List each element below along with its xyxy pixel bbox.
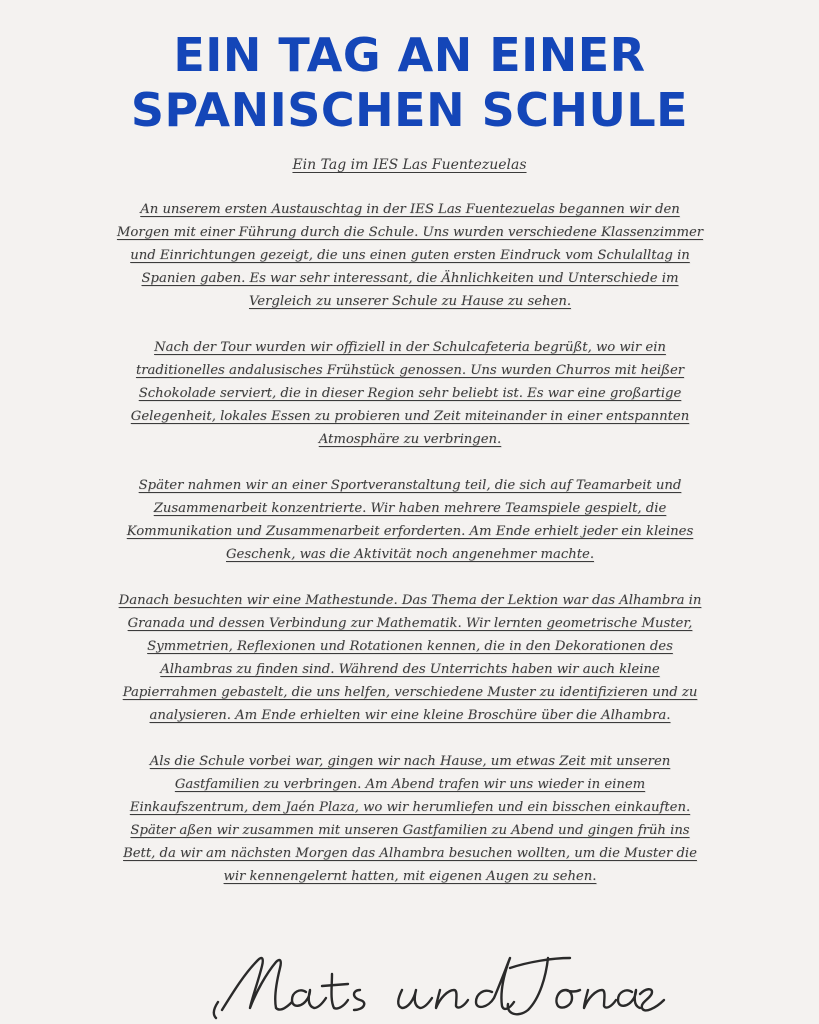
title-line-2: SPANISCHEN SCHULE [130,83,689,137]
paragraph-breakfast: Nach der Tour wurden wir offiziell in der Schulcafeteria begrüßt, wo wir ein traditionelles andalusisches Frühstück genossen. Uns wurden Churros mit heißer Schokolade serviert, die in dieser Region sehr beliebt ist. Es war eine großartige Gelegenheit, lokales Essen zu probieren und Zeit miteinander in einer entspannten Atmosphäre zu verbringen. [130,340,690,447]
paragraph-evening: Als die Schule vorbei war, gingen wir nach Hause, um etwas Zeit mit unseren Gastfamilien zu verbringen. Am Abend trafen wir uns wieder in einem Einkaufszentrum, dem Jaén Plaza, wo wir herumliefen und ein bisschen einkauften. Später aßen wir zusammen mit unseren Gastfamilien zu Abend und gingen früh ins Bett, da wir am nächsten Morgen das Alhambra besuchen wollten, um die Muster die wir kennengelernt hatten, mit eigenen Augen zu sehen. [123,754,697,884]
title-line-1: EIN TAG AN EINER [173,28,646,82]
subtitle: Ein Tag im IES Las Fuentezuelas [292,157,527,173]
signature [0,928,819,1024]
article-body [114,198,706,911]
page-title [0,28,819,138]
paragraph-sports: Später nahmen wir an einer Sportveranstaltung teil, die sich auf Teamarbeit und Zusammenarbeit konzentrierte. Wir haben mehrere Teamspiele gespielt, die Kommunikation und Zusammenarbeit erforderten. Am Ende erhielt jeder ein kleines Geschenk, was die Aktivität noch angenehmer machte. [126,478,694,562]
signature-drawing [0,928,819,1024]
paragraph-math: Danach besuchten wir eine Mathestunde. Das Thema der Lektion war das Alhambra in Granada und dessen Verbindung zur Mathematik. Wir lernten geometrische Muster, Symmetrien, Reflexionen und Rotationen kennen, die in den Dekorationen des Alhambras zu finden sind. Während des Unterrichts haben wir auch kleine Papierrahmen gebastelt, die uns helfen, verschiedene Muster zu identifizieren und zu analysieren. Am Ende erhielten wir eine kleine Broschüre über die Alhambra. [118,593,702,723]
paragraph-tour: An unserem ersten Austauschtag in der IES Las Fuentezuelas begannen wir den Morgen mit einer Führung durch die Schule. Uns wurden verschiedene Klassenzimmer und Einrichtungen gezeigt, die uns einen guten ersten Eindruck vom Schulalltag in Spanien gaben. Es war sehr interessant, die Ähnlichkeiten und Unterschiede im Vergleich zu unserer Schule zu Hause zu sehen. [116,202,704,309]
